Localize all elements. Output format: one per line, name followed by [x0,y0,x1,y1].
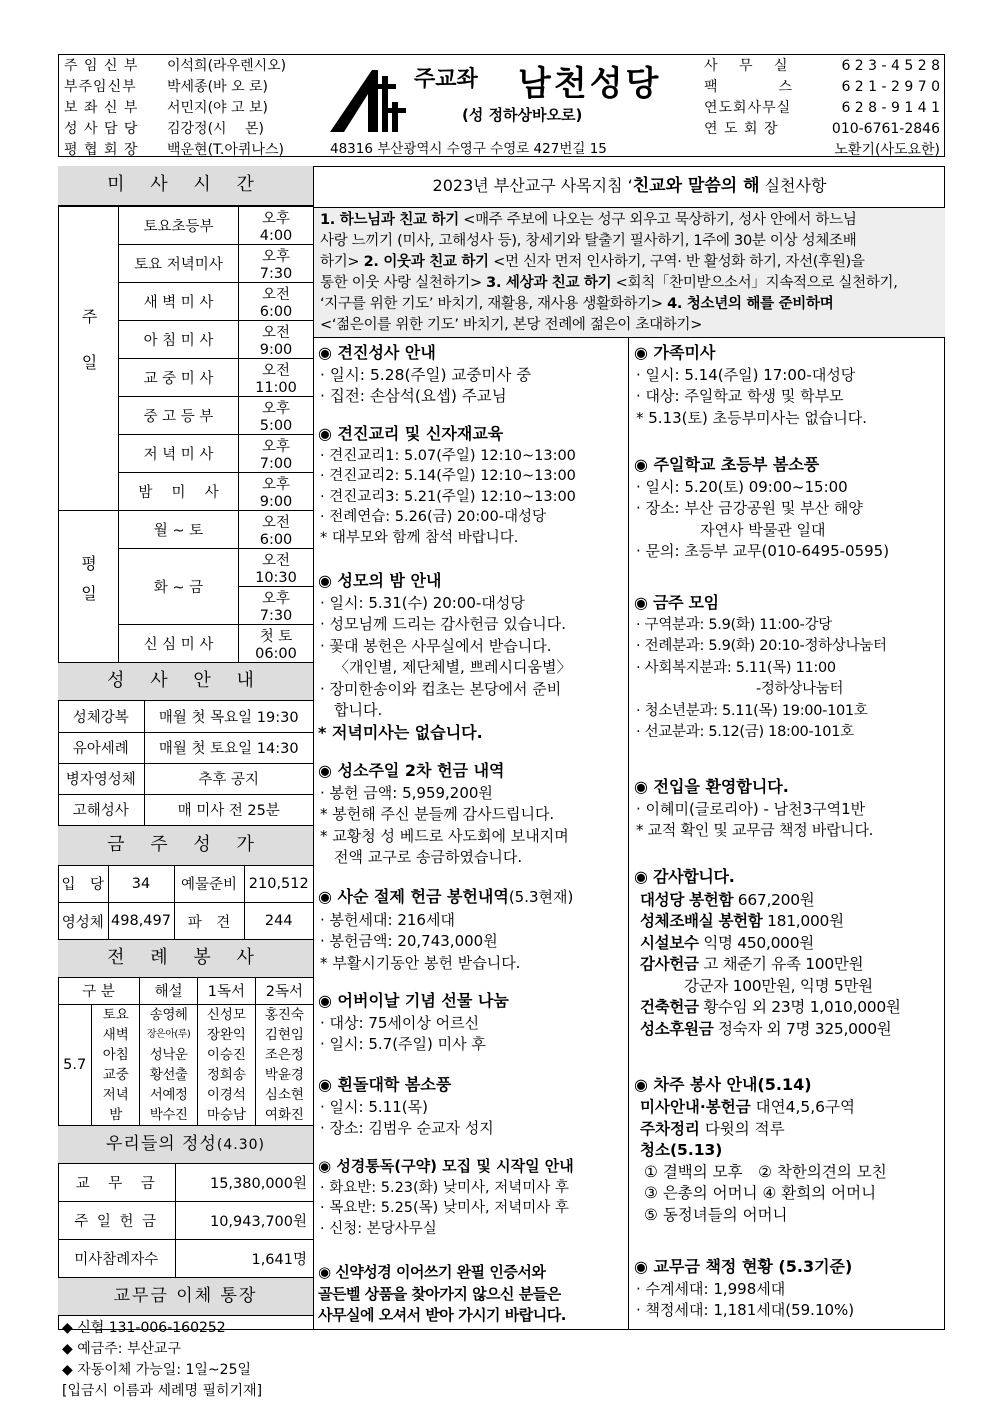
thanks-notice: ◉ 감사합니다. 대성당 봉헌함 667,200원 성체조배실 봉헌함 181,000원 시설보수 익명 450,000원 감사헌금 고 채준기 유족 100만원 강군자 100만원, 익명 5만원 건축헌금 황수임 외 23명 1,010,000원 성소후원금 정숙자 외 7명 325,000원 [634,867,901,1038]
table-row: 고해성사 매 미사 전 25분 [58,794,313,825]
bullet-icon: ◉ [318,761,338,780]
table-row: 중 고 등 부 오후 5:00 [58,397,313,435]
table-row: 저 녁 미 사 오후 7:00 [58,435,313,473]
bullet-icon: ◉ [318,343,338,362]
table-row: 밤 미 사 오후 9:00 [58,473,313,511]
bullet-icon: ◉ [318,887,338,906]
vocation-offering-notice: ◉ 성소주일 2차 헌금 내역 · 봉헌 금액: 5,959,200원 * 봉헌해 주신 분들께 감사드립니다. * 교황청 성 베드로 사도회에 보내지며 전액 교구로 송금하였습니다. [318,761,569,866]
parents-day-notice: ◉ 어버이날 기념 선물 나눔 · 대상: 75세이상 어르신 · 일시: 5.7(주일) 미사 후 [318,991,509,1053]
pastoral-title: 2023년 부산교구 사목지침 ‘친교와 말씀의 해 실천사항 [314,166,945,208]
liturgy-title: 전 례 봉 사 [58,940,313,978]
welcome-notice: ◉ 전입을 환영합니다. · 이혜미(글로리아) - 남천3구역1반 * 교적 확인 및 교무금 책정 바랍니다. [634,777,874,839]
bullet-icon: ◉ [318,1075,338,1094]
table-row: 유아세례 매월 첫 토요일 14:30 [58,732,313,763]
tithe-status-notice: ◉ 교무금 책정 현황 (5.3기준) · 수계세대: 1,998세대 · 책정세대: 1,181세대(59.10%) [634,1257,855,1319]
weekly-meetings-notice: ◉ 금주 모임 · 구역분과: 5.9(화) 11:00-강당 · 전례분과: 5.9(화) 20:10-정하상나눔터 · 사회복지분과: 5.11(목) 11:00 -정하상나눔터 · 청소년분과: 5.11(목) 19:00-101호 · 선교분과: 5.12(금) 18:00-101호 [634,593,887,740]
table-row: 토요 저녁미사 오후 7:30 [58,245,313,283]
bullet-icon: ◉ [318,991,338,1010]
table-row: 교 무 금 15,380,000원 [58,1164,313,1202]
bullet-icon: ◉ [318,1263,336,1281]
staff-row: 부주임신부 박세종(바 오 로) [64,79,268,95]
table-row: 오후 7:30 [58,587,313,625]
patron-name: (성 정하상바오로) [462,106,583,124]
table-row: 평일 월 ~ 토 오전 6:00 [58,511,313,549]
column-divider [628,338,629,1330]
table-row: 새 벽 미 사 오전 6:00 [58,283,313,321]
bullet-icon: ◉ [318,571,338,590]
table-row: 구 분 해설 1독서 2독서 [58,978,313,1004]
staff-list [64,56,314,161]
next-week-service-notice: ◉ 차주 봉사 안내(5.14) 미사안내·봉헌금 대연4,5,6구역 주차정리 다윗의 적루 청소(5.13) ① 결백의 모후 ② 착한의견의 모친 ③ 은총의 어머니 ④ 환희의 어머니 ⑤ 동정녀들의 어머니 [634,1075,887,1224]
sacrament-title: 성 사 안 내 [58,663,313,701]
contact-row: 노환기(사도요한) [834,142,940,158]
sunday-label: 주일 [58,207,119,511]
account-title: 교무금 이체 통장 [58,1278,313,1316]
sunday-school-picnic-notice: ◉ 주일학교 초등부 봄소풍 · 일시: 5.20(토) 09:00~15:00 · 장소: 부산 금강공원 및 부산 해양 자연사 박물관 일대 · 문의: 초등부 교무(010-6495-0595) [634,455,890,560]
address: 48316 부산광역시 수영구 수영로 427번길 15 [330,141,607,157]
table-row: 주 일 헌 금 10,943,700원 [58,1202,313,1240]
pastoral-body [314,208,945,338]
table-row: 교 중 미 사 오전 11:00 [58,359,313,397]
staff-row: 성 사 담 당 김강정(시 몬) [64,121,264,137]
family-mass-notice: ◉ 가족미사 · 일시: 5.14(주일) 17:00-대성당 · 대상: 주일학교 학생 및 학부모 * 5.13(토) 초등부미사는 없습니다. [634,343,868,427]
contact-list [704,56,940,161]
bullet-icon: ◉ [634,1257,654,1276]
liturgy-reading1-col: 신성모 장완익 이승진 정희송 이경석 마승남 [198,1004,256,1125]
table-row: 미사참례자수 1,641명 [58,1240,313,1278]
parish-logo-icon [322,60,412,138]
liturgy-mass-col: 토요 새벽 아침 교중 저녁 밤 [92,1004,140,1125]
table-row: 성체강복 매월 첫 목요일 19:30 [58,701,313,732]
liturgy-commentary-col: 송영헤 장은아(루) 성낙운 황선출 서예정 박수진 [140,1004,198,1125]
table-row: 신 심 미 사 첫 토 06:00 [58,625,313,663]
staff-row: 주 임 신 부 이석희(라우렌시오) [64,58,287,74]
bullet-icon: ◉ [634,455,654,474]
bible-reading-notice: ◉ 성경통독(구약) 모집 및 시작일 안내 · 화요반: 5.23(화) 낮미사, 저녁미사 후 · 목요반: 5.25(목) 낮미사, 저녁미사 후 · 신청: 본당사무실 [318,1157,574,1237]
catechism-notice: ◉ 견진교리 및 신자재교육 · 견진교리1: 5.07(주일) 12:10~13:00 · 견진교리2: 5.14(주일) 12:10~13:00 · 견진교리3: 5.21(주일) 12:10~13:00 · 전례연습: 5.26(금) 20:00-대성당 * 대부모와 함께 참석 바랍니다. [318,424,576,546]
contact-row: 연 도 회 장 010-6761-2846 [704,121,940,137]
table-row: 주일 토요초등부 오후 4:00 [58,207,313,245]
bullet-icon: ◉ [634,867,653,886]
new-testament-notice: ◉ 신약성경 이어쓰기 완필 인증서와 골든벨 상품을 찾아가지 않으신 분들은 사무실에 오셔서 받아 가시기 바랍니다. [318,1263,566,1324]
table-row: 입 당 34 예물준비 210,512 [58,866,313,903]
table-row: 아 침 미 사 오전 9:00 [58,321,313,359]
table-row: 5.7 토요 새벽 아침 교중 저녁 밤 송영헤 장은아(루) 성낙운 황선출 서예정 박수진 신성모 장완익 이승진 정희송 이경석 마승남 홍진숙 김현임 조은정 박윤경 심소현 여화진 [58,1004,313,1125]
pastoral-line: ‘지구를 위한 기도’ 바치기, 재활용, 재사용 생활화하기> 4. 청소년의 해를 준비하며 [320,296,834,312]
diocese-label: 주교좌 [414,67,478,92]
pastoral-line: 1. 하느님과 친교 하기 <매주 주보에 나오는 성구 외우고 묵상하기, 성사 안에서 하느님 [320,212,857,228]
bullet-icon: ◉ [318,424,338,443]
parish-name: 남천성당 [518,64,662,104]
bullet-icon: ◉ [634,777,654,796]
contact-row: 연도회사무실 6 2 8 - 9 1 4 1 [704,100,940,116]
bullet-icon: ◉ [634,593,653,612]
staff-row: 평 협 회 장 백운현(T.아퀴나스) [64,142,284,158]
left-column [58,166,314,1399]
table-row: 화 ~ 금 오전 10:30 [58,549,313,587]
pastoral-line: 통한 이웃 사랑 실천하기> 3. 세상과 친교 하기 <회칙「찬미받으소서」지속적으로 실천하기, [320,275,898,291]
hymn-table [58,866,313,941]
confirmation-notice: ◉ 견진성사 안내 · 일시: 5.28(주일) 교중미사 중 · 집전: 손삼석(요셉) 주교님 [318,343,532,405]
liturgy-table [58,978,313,1126]
table-row: 병자영성체 추후 공지 [58,763,313,794]
sacrament-table [58,701,313,826]
weekday-label: 평일 [58,511,119,663]
mary-night-notice: ◉ 성모의 밤 안내 · 일시: 5.31(수) 20:00-대성당 · 성모님께 드리는 감사헌금 있습니다. · 꽃대 봉헌은 사무실에서 받습니다. 〈개인별, 제단체별, 쁘레시디움별〉 · 장미한송이와 컵초는 본당에서 준비 합니다. * 저녁미사는 없습니다. [318,571,572,742]
table-row: 영성체 498,497 파 견 244 [58,903,313,940]
bullet-icon: ◉ [634,1075,654,1094]
mass-table [58,206,313,663]
offering-table [58,1164,313,1279]
hymn-title: 금 주 성 가 [58,826,313,866]
college-picnic-notice: ◉ 흰돌대학 봄소풍 · 일시: 5.11(목) · 장소: 김범우 순교자 성지 [318,1075,494,1137]
pastoral-line: <‘젊은이를 위한 기도’ 바치기, 본당 전례에 젊은이 초대하기> [320,317,703,333]
staff-row: 보 좌 신 부 서민지(야 고 보) [64,100,268,116]
mass-title: 미 사 시 간 [58,166,313,206]
lent-offering-notice: ◉ 사순 절제 헌금 봉헌내역(5.3현재) · 봉헌세대: 216세대 · 봉헌금액: 20,743,000원 * 부활시기동안 봉헌 받습니다. [318,887,574,972]
liturgy-reading2-col: 홍진숙 김현임 조은정 박윤경 심소현 여화진 [255,1004,313,1125]
bullet-icon: ◉ [634,343,654,362]
contact-row: 팩 스 6 2 1 - 2 9 7 0 [704,79,940,95]
pastoral-line: 하기> 2. 이웃과 친교 하기 <먼 신자 먼저 인사하기, 구역· 반 활성화 하기, 자선(후원)을 [320,254,865,270]
pastoral-line: 사랑 느끼기 (미사, 고해성사 등), 창세기와 탈출기 필사하기, 1주에 30분 이상 성체조배 [320,233,857,249]
account-info: ◆ 신협 131-006-160252 ◆ 예금주: 부산교구 ◆ 자동이체 가능일: 1일~25일 [입금시 이름과 세례명 필히기재] [62,1320,263,1399]
offering-title: 우리들의 정성(4.30) [58,1126,313,1164]
bullet-icon: ◉ [318,1157,337,1175]
contact-row: 사 무 실 6 2 3 - 4 5 2 8 [704,58,940,74]
